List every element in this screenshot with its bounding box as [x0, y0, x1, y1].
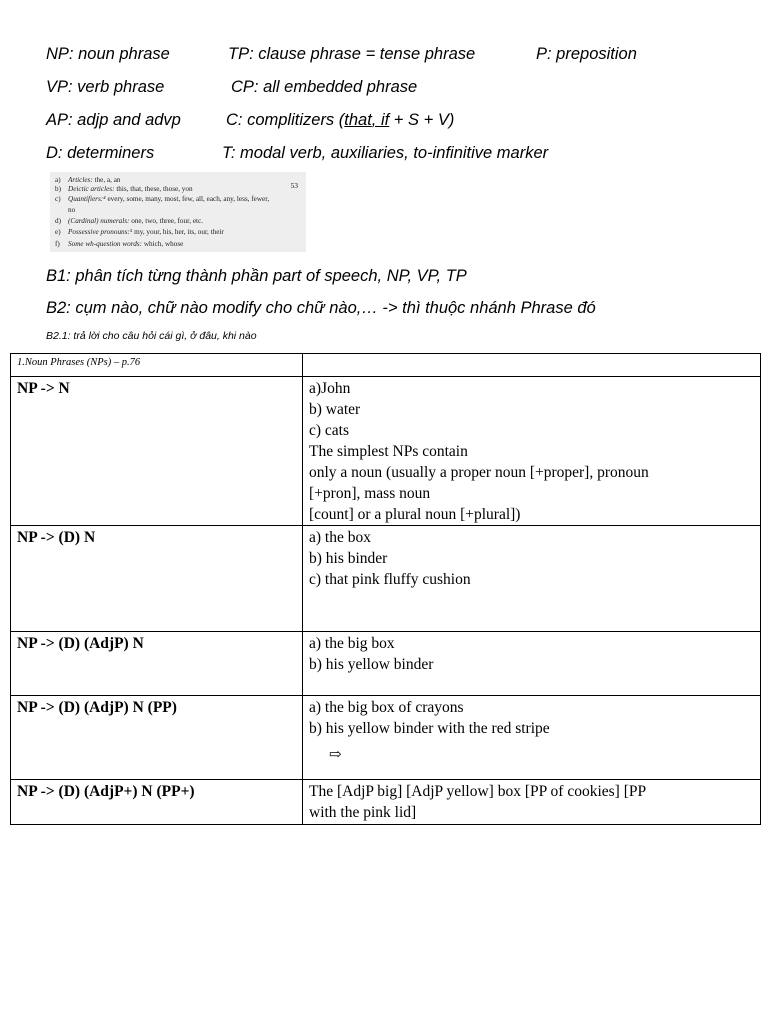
phrase-examples — [303, 632, 761, 696]
example-line: only a noun (usually a proper noun [+proper], pronoun — [309, 464, 649, 481]
phrase-rule: NP -> N — [11, 377, 303, 526]
snippet-lines — [55, 176, 306, 249]
example-line: The [AdjP big] [AdjP yellow] box [PP of cookies] [PP — [309, 783, 647, 800]
legend-ap: AP: adjp and advp — [46, 111, 181, 129]
snippet-line-text: which, whose — [142, 239, 184, 248]
snippet-line-text: this, that, these, those, yon — [114, 185, 193, 194]
phrase-examples — [303, 696, 761, 780]
step-b2: B2: cụm nào, chữ nào modify cho chữ nào,… -> thì thuộc nhánh Phrase đó — [46, 299, 596, 317]
legend-cp: CP: all embedded phrase — [231, 78, 418, 96]
example-line: with the pink lid] — [309, 804, 417, 821]
phrase-examples — [303, 780, 761, 825]
table-header-row — [11, 354, 761, 377]
example-line: b) his binder — [309, 550, 388, 567]
phrase-examples — [303, 377, 761, 526]
snippet-line — [55, 176, 306, 185]
snippet-line — [55, 195, 306, 204]
snippet-line-term: Some wh-question words: — [68, 239, 143, 248]
noun-phrase-table — [10, 353, 761, 825]
example-line: a)John — [309, 380, 351, 397]
snippet-line-label: b) — [55, 185, 61, 194]
phrase-rule: NP -> (D) N — [11, 526, 303, 632]
example-line: b) water — [309, 401, 361, 418]
snippet-line-label: d) — [55, 217, 61, 226]
snippet-line-text: no — [68, 205, 76, 214]
example-line: c) that pink fluffy cushion — [309, 571, 471, 588]
snippet-line-text: every, some, many, most, few, all, each, any, less, fewer, — [105, 194, 270, 203]
phrase-rule: NP -> (D) (AdjP) N (PP) — [11, 696, 303, 780]
table-row — [11, 377, 761, 526]
example-line: a) the big box — [309, 635, 395, 652]
legend-p: P: preposition — [536, 45, 637, 63]
snippet-line-label: e) — [55, 228, 61, 237]
step-b2-1: B2.1: trả lời cho câu hỏi cái gì, ở đâu, khi nào — [46, 330, 257, 342]
example-line: b) his yellow binder — [309, 656, 434, 673]
table-row — [11, 632, 761, 696]
example-line: The simplest NPs contain — [309, 443, 468, 460]
table-header-empty — [303, 354, 761, 377]
phrase-rule: NP -> (D) (AdjP+) N (PP+) — [11, 780, 303, 825]
snippet-line-label: c) — [55, 194, 61, 203]
snippet-page-number: 53 — [290, 181, 298, 190]
snippet-line-term: Deictic articles: — [68, 185, 115, 194]
legend-c-that: that — [344, 111, 372, 129]
textbook-snippet-image — [50, 172, 306, 252]
legend-tp: TP: clause phrase = tense phrase — [228, 45, 476, 63]
snippet-line-term: Articles: — [68, 176, 93, 184]
snippet-line — [55, 240, 306, 249]
example-line: [count] or a plural noun [+plural]) — [309, 506, 521, 523]
example-line: c) cats — [309, 422, 350, 439]
legend-t: T: modal verb, auxiliaries, to-infinitive marker — [222, 144, 549, 162]
example-line: a) the box — [309, 529, 371, 546]
table-header-title: 1.Noun Phrases (NPs) – p.76 — [11, 354, 303, 377]
snippet-line — [55, 228, 306, 237]
snippet-line-label: a) — [55, 176, 61, 184]
legend-c-if: if — [380, 111, 390, 129]
legend-c: C: complitizers (that, if + S + V) — [226, 111, 455, 129]
example-line: [+pron], mass noun — [309, 485, 431, 502]
snippet-line-term: Quantifiers:⁴ — [68, 194, 106, 203]
snippet-line-text: one, two, three, four, etc. — [129, 217, 203, 226]
snippet-line — [55, 185, 306, 194]
legend-d: D: determiners — [46, 144, 155, 162]
snippet-line-term: Possessive pronouns:⁵ — [68, 228, 133, 237]
snippet-line-term: (Cardinal) numerals: — [68, 217, 130, 226]
example-line: b) his yellow binder with the red stripe — [309, 720, 550, 737]
phrase-examples — [303, 526, 761, 632]
snippet-line — [55, 206, 306, 215]
table-row — [11, 780, 761, 825]
right-arrow-icon: ⇨ — [329, 747, 342, 763]
table-row — [11, 696, 761, 780]
snippet-line — [55, 217, 306, 226]
snippet-line-text: the, a, an — [92, 176, 121, 184]
legend-np: NP: noun phrase — [46, 45, 170, 63]
legend-vp: VP: verb phrase — [46, 78, 165, 96]
step-b1: B1: phân tích từng thành phần part of speech, NP, VP, TP — [46, 267, 467, 285]
table-row — [11, 526, 761, 632]
snippet-line-text: my, your, his, her, its, our, their — [132, 228, 224, 237]
example-line: a) the big box of crayons — [309, 699, 464, 716]
phrase-rule: NP -> (D) (AdjP) N — [11, 632, 303, 696]
snippet-line-label: f) — [55, 239, 60, 248]
